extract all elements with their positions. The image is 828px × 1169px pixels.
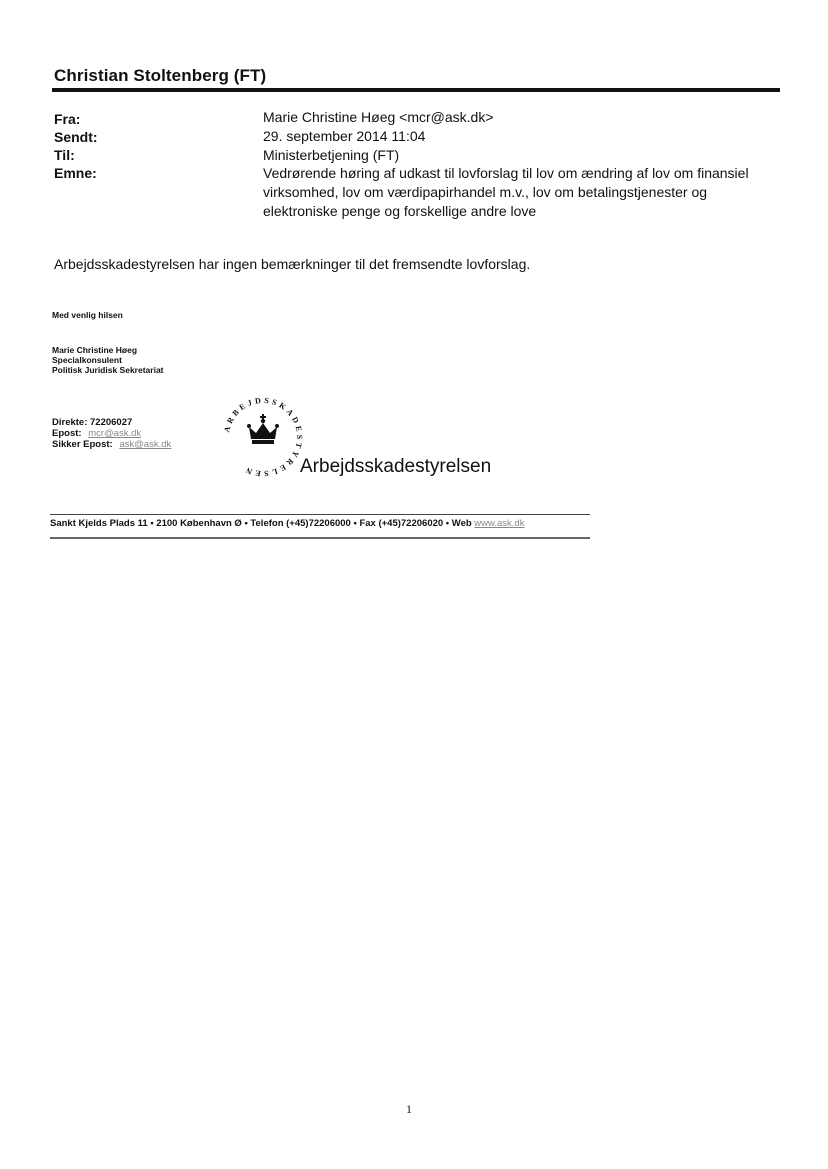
secure-email-label: Sikker Epost:: [52, 439, 113, 450]
greeting: Med venlig hilsen: [52, 310, 123, 320]
direct-line: [52, 417, 171, 428]
signature-block: [52, 345, 164, 375]
from-value: Marie Christine Høeg <mcr@ask.dk>: [263, 109, 494, 125]
subject-line: elektroniske penge og forskellige andre love: [263, 203, 537, 219]
direct-label: Direkte:: [52, 417, 88, 428]
crown-seal-icon: [218, 392, 308, 482]
to-label: Til:: [54, 147, 75, 163]
footer-address: [50, 518, 524, 530]
subject-line: Vedrørende høring af udkast til lovforslag til lov om ændring af lov om finansiel: [263, 165, 749, 181]
footer-rule-top: [50, 514, 590, 515]
sent-label: Sendt:: [54, 129, 98, 145]
signature-title: Specialkonsulent: [52, 355, 122, 365]
email-link[interactable]: mcr@ask.dk: [88, 428, 142, 439]
sender-name: Christian Stoltenberg (FT): [54, 66, 267, 85]
body-statement: Arbejdsskadestyrelsen har ingen bemærkninger til det fremsendte lovforslag.: [54, 256, 531, 272]
footer-address-text: Sankt Kjelds Plads 11 • 2100 København Ø • Telefon (+45)72206000 • Fax (+45)72206020 • Web: [50, 518, 472, 529]
subject-label: Emne:: [54, 165, 97, 181]
from-label: Fra:: [54, 111, 81, 127]
contact-block: [52, 417, 171, 450]
agency-name: Arbejdsskadestyrelsen: [300, 456, 492, 477]
subject-value: [263, 164, 763, 221]
footer-rule-bottom: [50, 537, 590, 539]
direct-value: 72206027: [90, 417, 133, 428]
signature-department: Politisk Juridisk Sekretariat: [52, 365, 164, 375]
secure-email-link[interactable]: ask@ask.dk: [119, 439, 172, 450]
footer-web-link[interactable]: www.ask.dk: [474, 518, 525, 529]
to-value: Ministerbetjening (FT): [263, 147, 400, 163]
email-label: Epost:: [52, 428, 82, 439]
header-rule: [52, 88, 780, 92]
secure-email-line: [52, 439, 171, 450]
page-number: 1: [406, 1102, 412, 1116]
signature-name: Marie Christine Høeg: [52, 345, 138, 355]
sent-value: 29. september 2014 11:04: [263, 128, 426, 144]
seal-ring-text: ARBEJDSSKADESTYRELSEN: [222, 395, 305, 479]
email-line: [52, 428, 171, 439]
crown-icon: [247, 414, 279, 444]
subject-line: virksomhed, lov om værdipapirhandel m.v., lov om betalingstjenester og: [263, 184, 708, 200]
